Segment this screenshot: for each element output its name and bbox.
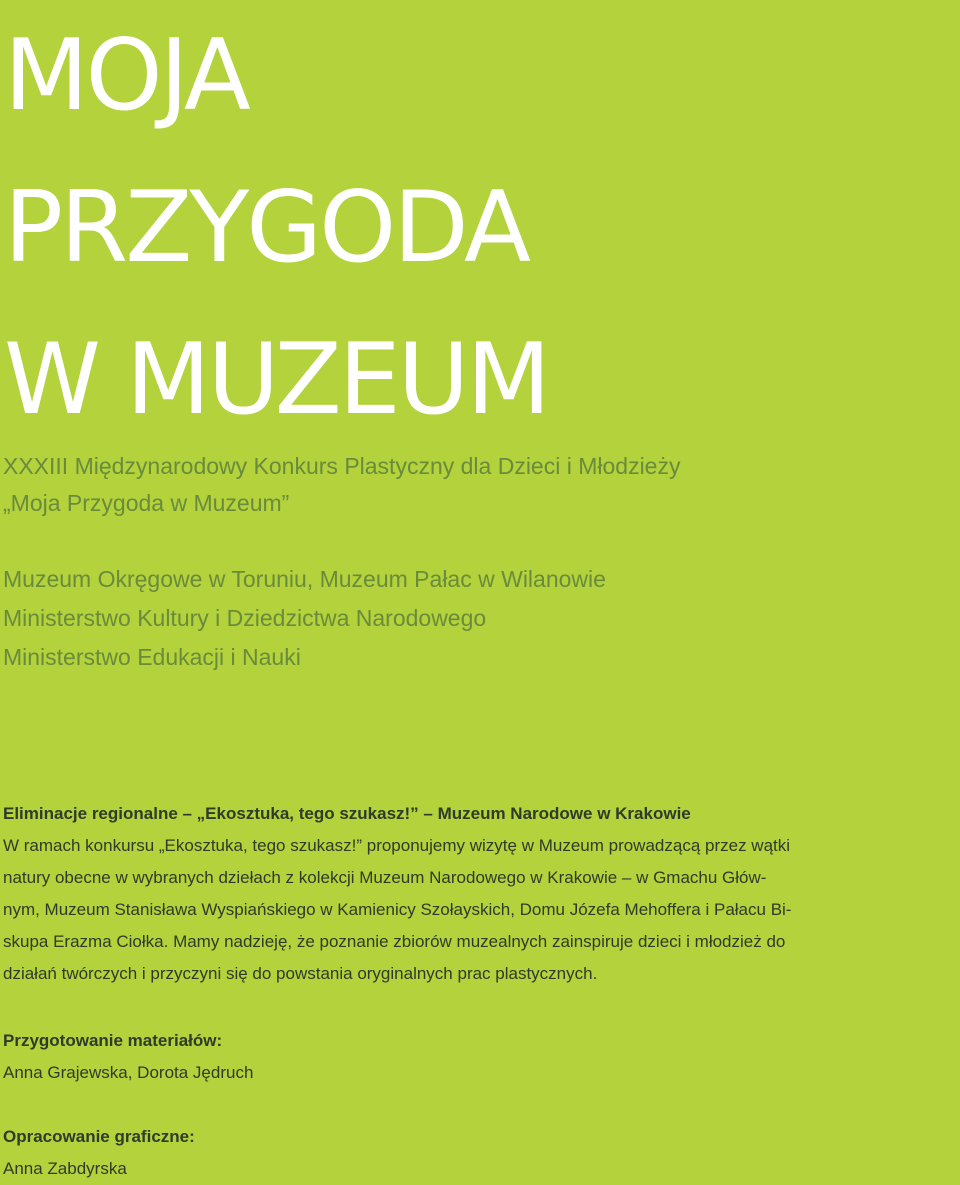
contest-subtitle xyxy=(3,448,680,522)
subtitle-line-1: XXXIII Międzynarodowy Konkurs Plastyczny dla Dzieci i Młodzieży xyxy=(3,453,681,479)
materials-names: Anna Grajewska, Dorota Jędruch xyxy=(3,1063,254,1082)
title-line-1: MOJA xyxy=(4,19,248,133)
section-headline: Eliminacje regionalne – „Ekosztuka, tego szukasz!” – Muzeum Narodowe w Krakowie xyxy=(3,804,691,823)
organizer-item: Muzeum Okręgowe w Toruniu, Muzeum Pałac w Wilanowie xyxy=(3,566,606,592)
graphics-credits xyxy=(3,1121,195,1185)
organizers-list xyxy=(3,560,606,677)
main-title xyxy=(4,0,548,456)
graphics-names: Anna Zabdyrska xyxy=(3,1159,127,1178)
paragraph-line: nym, Muzeum Stanisława Wyspiańskiego w Kamienicy Szołayskich, Domu Józefa Mehoffera i Pałacu Bi- xyxy=(3,900,792,919)
title-line-2: PRZYGODA xyxy=(4,171,529,285)
section-paragraph xyxy=(3,830,958,990)
organizer-item: Ministerstwo Edukacji i Nauki xyxy=(3,644,301,670)
materials-label: Przygotowanie materiałów: xyxy=(3,1031,223,1050)
regional-section xyxy=(3,798,958,990)
paragraph-line: działań twórczych i przyczyni się do powstania oryginalnych prac plastycznych. xyxy=(3,964,598,983)
materials-credits xyxy=(3,1025,253,1089)
paragraph-line: skupa Erazma Ciołka. Mamy nadzieję, że poznanie zbiorów muzealnych zainspiruje dzieci i młodzież do xyxy=(3,932,786,951)
organizer-item: Ministerstwo Kultury i Dziedzictwa Narodowego xyxy=(3,605,487,631)
paragraph-line: natury obecne w wybranych dziełach z kolekcji Muzeum Narodowego w Krakowie – w Gmachu Głów- xyxy=(3,868,767,887)
title-line-3: W MUZEUM xyxy=(4,323,548,437)
graphics-label: Opracowanie graficzne: xyxy=(3,1127,195,1146)
subtitle-line-2: „Moja Przygoda w Muzeum” xyxy=(3,490,290,516)
paragraph-line: W ramach konkursu „Ekosztuka, tego szukasz!” proponujemy wizytę w Muzeum prowadzącą przez wątki xyxy=(3,836,791,855)
